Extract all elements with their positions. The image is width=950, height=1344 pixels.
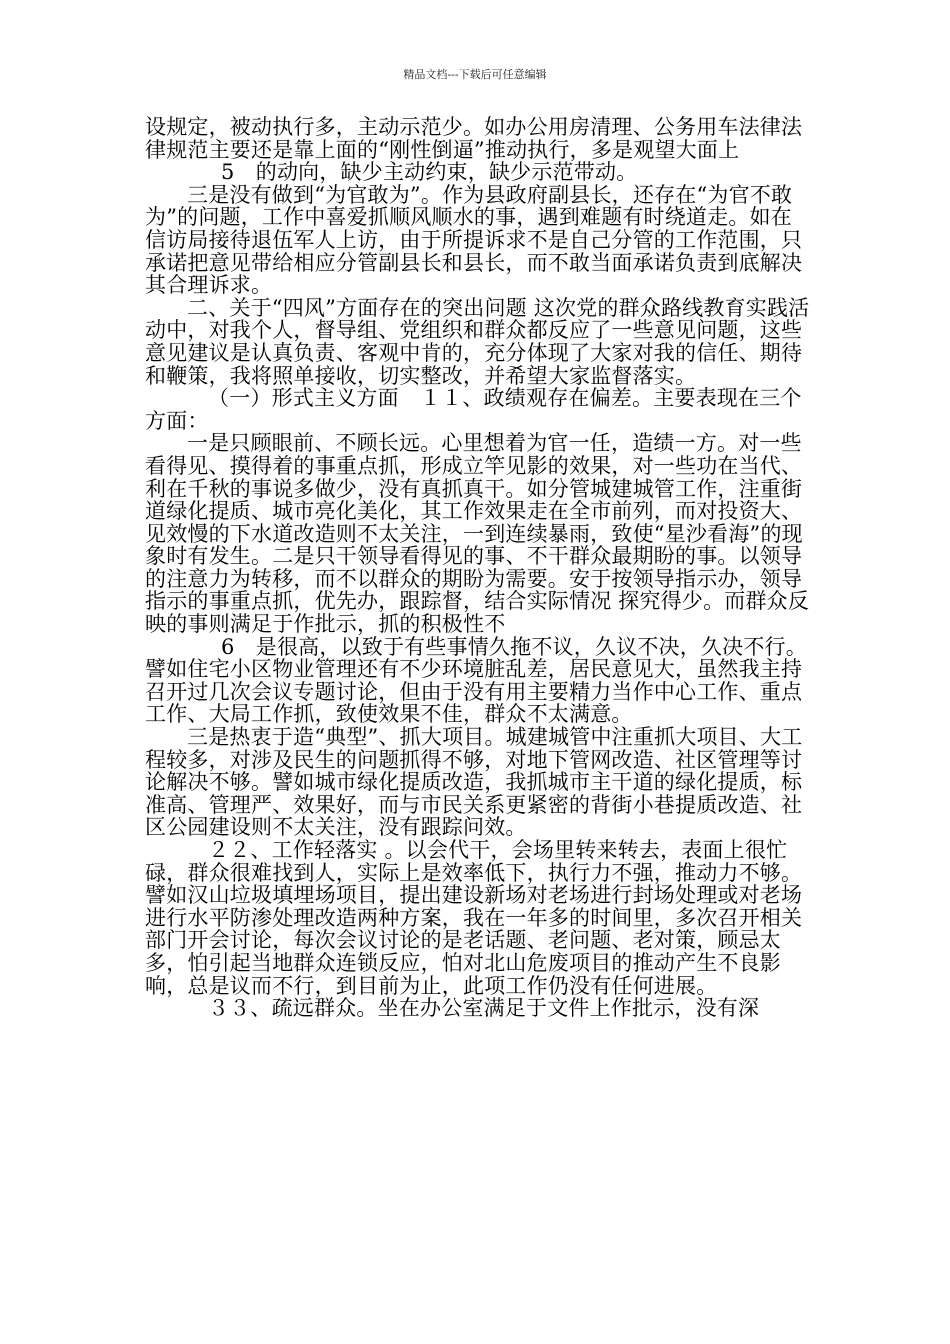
paragraph: 5 的动向，缺少主动约束，缺少示范带动。	[221, 160, 638, 185]
document-body	[145, 116, 813, 1020]
paragraph: 三是没有做到“为官敢为”。作为县政府副县长，还存在“为官不敢为”的问题，工作中喜爱抓顺风顺水的事，遇到难题有时绕道走。如在信访局接待退伍军人上访，由于所提诉求不是自己分管的工作范围，只承诺把意见带给相应分管副县长和县长，而不敢当面承诺负责到底解决其合理诉求。	[145, 182, 803, 298]
paragraph: 一是只顾眼前、不顾长远。心里想着为官一任，造绩一方。对一些看得见、摸得着的事重点抓，形成立竿见影的效果，对一些功在当代、利在千秋的事说多做少，没有真抓真干。如分管城建城管工作，注重街道绿化提质、城市亮化美化，其工作效果走在全市前列，而对投资大、见效慢的下水道改造则不太关注，一到连续暴雨，致使“星沙看海”的现象时有发生。二是只干领导看得见的事、不干群众最期盼的事。以领导的注意力为转移，而不以群众的期盼为需要。安于按领导指示办，领导指示的事重点抓，优先办，跟踪督，结合实际情况 探究得少。而群众反映的事则满足于作批示，抓的积极性不	[145, 431, 810, 637]
paragraph: 设规定，被动执行多，主动示范少。如办公用房清理、公务用车法律法律规范主要还是靠上面的“刚性倒逼”推动执行，多是观望大面上	[145, 115, 803, 162]
paragraph: ３３、疏远群众。坐在办公室满足于文件上作批示，没有深	[208, 996, 760, 1021]
paragraph: ２２、工作轻落实 。以会代干，会场里转来转去，表面上很忙碌，群众很难找到人，实际上是效率低下，执行力不强，推动力不够。譬如汉山垃圾填埋场项目，提出建设新场对老场进行封场处理或对老场进行水平防渗处理改造两种方案，我在一年多的时间里，多次召开相关部门开会讨论，每次会议讨论的是老话题、老问题、老对策，顾忌太多，怕引起当地群众连锁反应，怕对北山危废项目的推动产生不良影响，总是议而不行，到目前为止，此项工作仍没有任何进展。	[145, 838, 803, 998]
paragraph: （一）形式主义方面 １１、政绩观存在偏差。主要表现在三个方面：	[145, 386, 802, 433]
paragraph: 6 是很高，以致于有些事情久拖不议，久议不决，久决不行。譬如住宅小区物业管理还有不少环境脏乱差，居民意见大，虽然我主持召开过几次会议专题讨论，但由于没有用主要精力当作中心工作、重点工作、大局工作抓，致使效果不佳，群众不太满意。	[145, 634, 807, 727]
paragraph: 三是热衷于造“典型”、抓大项目。城建城管中注重抓大项目、大工程较多，对涉及民生的问题抓得不够，对地下管网改造、社区管理等讨论解决不够。譬如城市绿化提质改造，我抓城市主干道的绿化提质，标准高、管理严、效果好，而与市民关系更紧密的背街小巷提质改造、社区公园建设则不太关注，没有跟踪问效。	[145, 725, 803, 840]
page-header: 精品文档---下载后可任意编辑	[403, 68, 547, 81]
paragraph: 二、关于“四风”方面存在的突出问题 这次党的群众路线教育实践活动中，对我个人，督导组、党组织和群众都反应了一些意见问题，这些意见建议是认真负责、客观中肯的，充分体现了大家对我的信任、期待和鞭策，我将照单接收，切实整改，并希望大家监督落实。	[145, 295, 810, 388]
